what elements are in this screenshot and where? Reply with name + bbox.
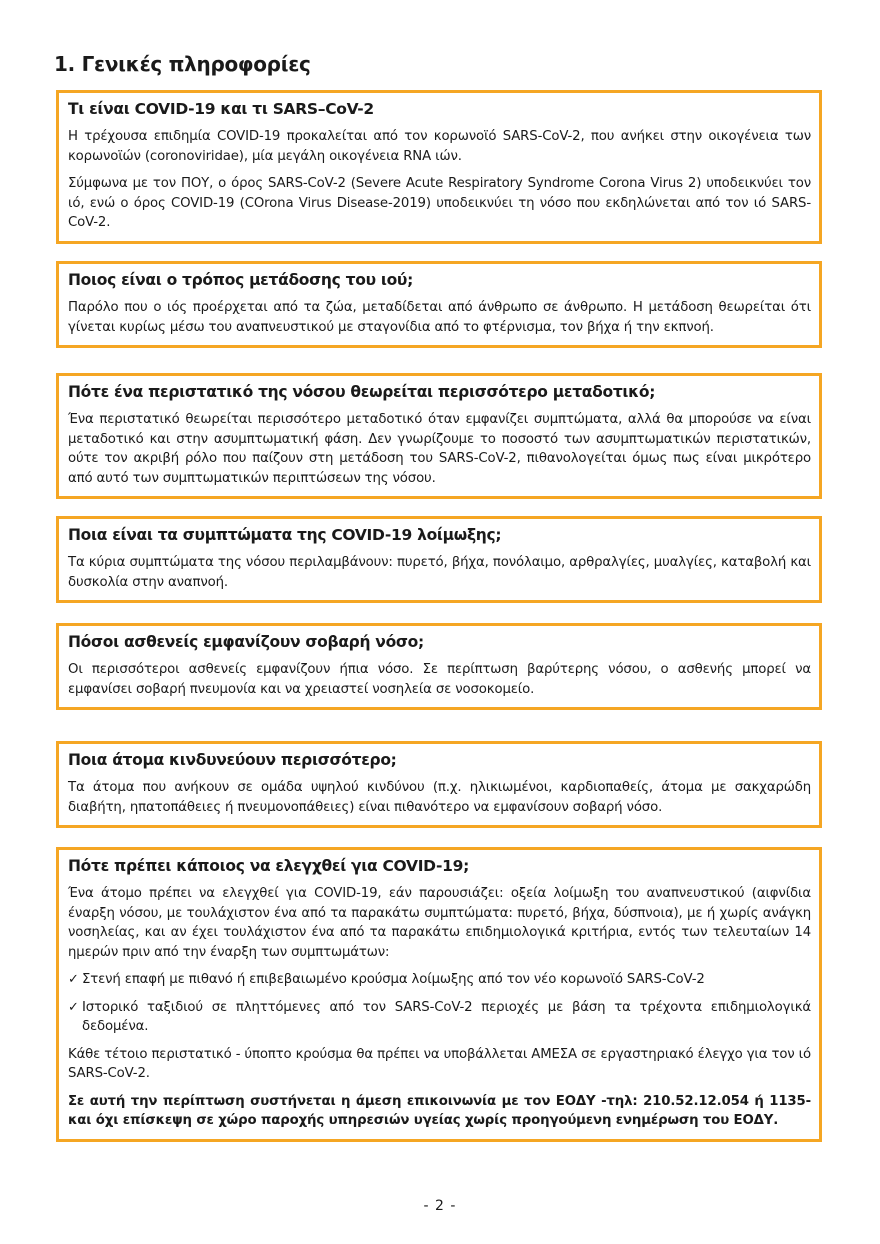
box-paragraph: Ένα περιστατικό θεωρείται περισσότερο μεταδοτικό όταν εμφανίζει συμπτώματα, αλλά θα μπορούσε να είναι μεταδοτικό και στην ασυμπτωματική φάση. Δεν γνωρίζουμε το ποσοστό των ασυμπτωματικών περιστατικών, ούτε τον ακριβή ρόλο που παίζουν στη μετάδοση του SARS-CoV-2, πιθανολογείται όμως πως είναι μικρότερο από αυτό των συμπτωματικών περιπτώσεων της νόσου.	[68, 412, 811, 486]
box-title: Τι είναι COVID-19 και τι SARS–CoV-2	[68, 100, 374, 118]
box-paragraph: Σύμφωνα με τον ΠΟΥ, ο όρος SARS-CoV-2 (Severe Acute Respiratory Syndrome Corona Virus 2) υποδεικνύει τον ιό, ενώ ο όρος COVID-19 (COrona Virus Disease-2019) υποδεικνύει τη νόσο που εκδηλώνεται από τον ιό SARS-CoV-2.	[68, 176, 811, 230]
box-title: Ποιος είναι ο τρόπος μετάδοσης του ιού;	[68, 271, 413, 289]
page-title: 1. Γενικές πληροφορίες	[54, 52, 311, 76]
info-box-contagious	[56, 373, 822, 499]
box-paragraph: Ένα άτομο πρέπει να ελεγχθεί για COVID-19, εάν παρουσιάζει: οξεία λοίμωξη του αναπνευστικού (αιφνίδια έναρξη νόσου, με τουλάχιστον ένα από τα παρακάτω συμπτώματα: πυρετό, βήχα, δύσπνοια), με ή χωρίς ανάγκη νοσηλείας, και αν έχει τουλάχιστον ένα από τα παρακάτω επιδημιολογικά κριτήρια, εντός των τελευταίων 14 ημερών πριν από την έναρξη των συμπτωμάτων:	[68, 886, 811, 960]
info-box-risk-groups	[56, 741, 822, 828]
box-paragraph: Παρόλο που ο ιός προέρχεται από τα ζώα, μεταδίδεται από άνθρωπο σε άνθρωπο. Η μετάδοση θεωρείται ότι γίνεται κυρίως μέσω του αναπνευστικού με σταγονίδια από το φτέρνισμα, τον βήχα ή την εκπνοή.	[68, 300, 811, 335]
box-title: Πότε ένα περιστατικό της νόσου θεωρείται περισσότερο μεταδοτικό;	[68, 383, 656, 401]
box-paragraph: Η τρέχουσα επιδημία COVID-19 προκαλείται από τον κορωνοϊό SARS-CoV-2, που ανήκει στην οικογένεια των κορωνοϊών (coronoviridae), μία μεγάλη οικογένεια RNA ιών.	[68, 129, 811, 164]
contact-note: Σε αυτή την περίπτωση συστήνεται η άμεση επικοινωνία με τον ΕΟΔΥ -τηλ: 210.52.12.054 ή 1135- και όχι επίσκεψη σε χώρο παροχής υπηρεσιών υγείας χωρίς προηγούμενη ενημέρωση του ΕΟΔΥ.	[68, 1093, 811, 1128]
box-title: Πότε πρέπει κάποιος να ελεγχθεί για COVID-19;	[68, 857, 470, 875]
info-box-severe-disease	[56, 623, 822, 710]
box-paragraph: Κάθε τέτοιο περιστατικό - ύποπτο κρούσμα θα πρέπει να υποβάλλεται ΑΜΕΣΑ σε εργαστηριακό έλεγχο για τον ιό SARS-CoV-2.	[68, 1046, 811, 1081]
info-box-symptoms	[56, 516, 822, 603]
criteria-item	[68, 970, 811, 990]
box-paragraph: Τα κύρια συμπτώματα της νόσου περιλαμβάνουν: πυρετό, βήχα, πονόλαιμο, αρθραλγίες, μυαλγίες, καταβολή και δυσκολία στην αναπνοή.	[68, 555, 811, 590]
info-box-testing	[56, 847, 822, 1142]
info-box-transmission	[56, 261, 822, 348]
criteria-text: Στενή επαφή με πιθανό ή επιβεβαιωμένο κρούσμα λοίμωξης από τον νέο κορωνοϊό SARS-CoV-2	[82, 972, 705, 987]
info-box-what-is-covid	[56, 90, 822, 244]
criteria-text: Ιστορικό ταξιδιού σε πληττόμενες από τον SARS-CoV-2 περιοχές με βάση τα τρέχοντα επιδημιολογικά δεδομένα.	[82, 999, 811, 1034]
box-title: Ποια άτομα κινδυνεύουν περισσότερο;	[68, 751, 397, 769]
box-paragraph: Τα άτομα που ανήκουν σε ομάδα υψηλού κινδύνου (π.χ. ηλικιωμένοι, καρδιοπαθείς, άτομα με σακχαρώδη διαβήτη, ηπατοπάθειες ή πνευμονοπάθειες) είναι πιθανότερο να εμφανίσουν σοβαρή νόσο.	[68, 780, 811, 815]
page-number: - 2 -	[423, 1198, 457, 1214]
criteria-item	[68, 998, 811, 1037]
box-title: Ποια είναι τα συμπτώματα της COVID-19 λοίμωξης;	[68, 526, 502, 544]
box-title: Πόσοι ασθενείς εμφανίζουν σοβαρή νόσο;	[68, 633, 424, 651]
box-paragraph: Οι περισσότεροι ασθενείς εμφανίζουν ήπια νόσο. Σε περίπτωση βαρύτερης νόσου, ο ασθενής μπορεί να εμφανίσει σοβαρή πνευμονία και να χρειαστεί νοσηλεία σε νοσοκομείο.	[68, 662, 811, 697]
check-icon: ✓	[68, 999, 79, 1015]
check-icon: ✓	[68, 972, 79, 987]
